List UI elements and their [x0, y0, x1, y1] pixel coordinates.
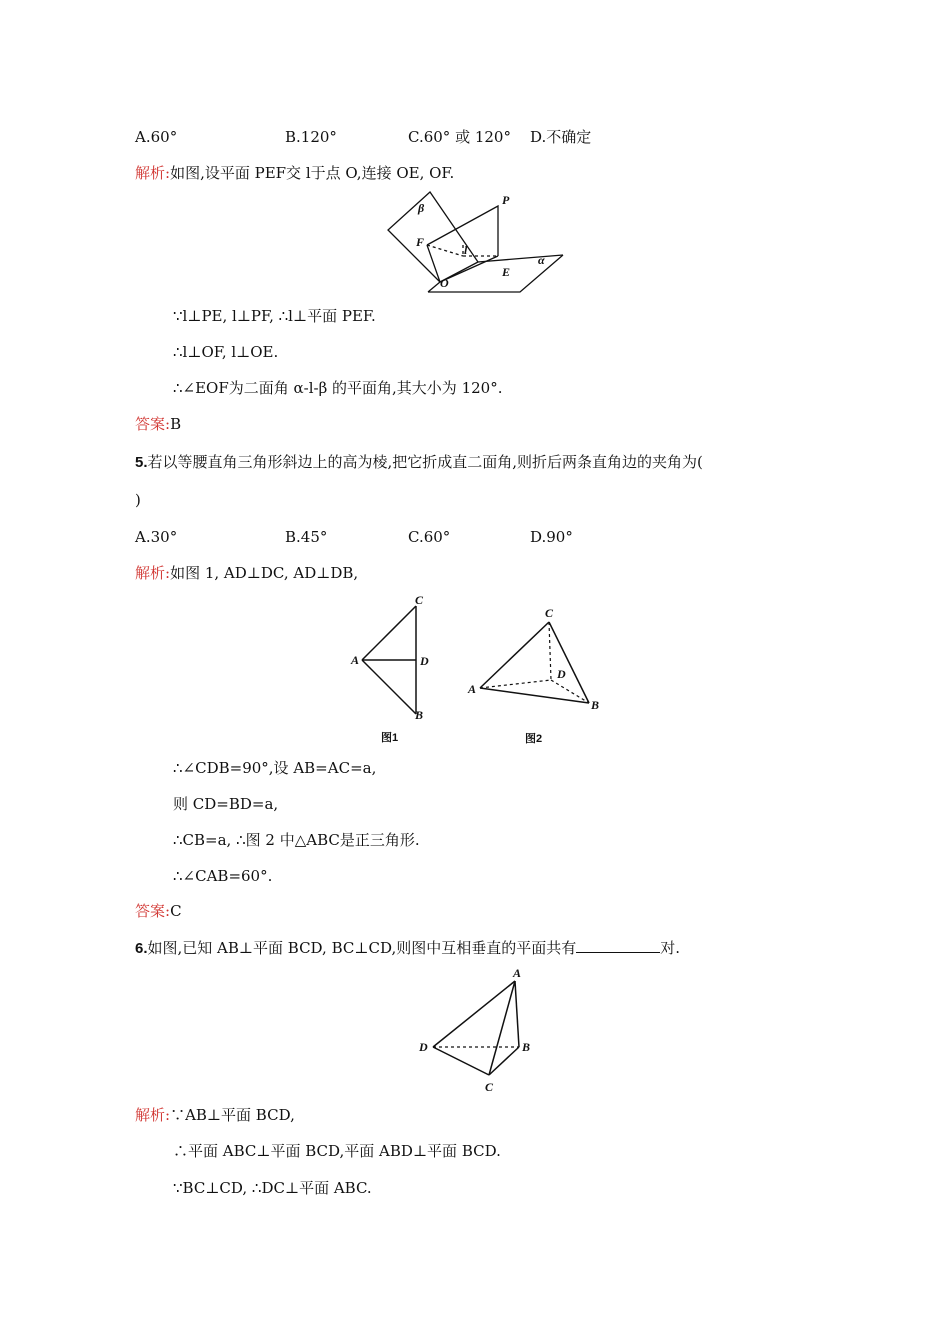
q4-option-b: B.120°: [285, 128, 337, 146]
q6-tetrahedron-figure: [415, 965, 545, 1095]
q5-option-b: B.45°: [285, 528, 328, 546]
q6-stem-after: 对.: [660, 939, 680, 957]
q4-analysis: [135, 163, 454, 183]
answer-value: B: [170, 415, 182, 433]
label-o: O: [440, 276, 449, 290]
q4-step-1: ∵l⊥PE, l⊥PF, ∴l⊥平面 PEF.: [173, 307, 376, 325]
fig1-caption: 图1: [381, 732, 399, 744]
q6-step-3: ∵BC⊥CD, ∴DC⊥平面 ABC.: [173, 1179, 372, 1197]
fig2-label-b: B: [591, 698, 600, 712]
q6-stem: [135, 938, 680, 959]
q4-option-d: D.不确定: [530, 128, 592, 146]
q4-option-c: C.60° 或 120°: [408, 128, 511, 146]
label-l: l: [464, 243, 468, 257]
fig2-label-a: A: [468, 682, 477, 696]
q5-step-4: ∴∠CAB=60°.: [173, 867, 273, 885]
fig1-label-a: A: [351, 653, 360, 667]
q5-analysis: [135, 563, 358, 583]
analysis-text: 如图,设平面 PEF交 l于点 O,连接 OE, OF.: [170, 164, 455, 182]
q4-step-2: ∴l⊥OF, l⊥OE.: [173, 343, 279, 361]
q4-step-3: ∴∠EOF为二面角 α-l-β 的平面角,其大小为 120°.: [173, 379, 503, 397]
analysis-label: 解析:: [135, 564, 171, 582]
fig2-caption: 图2: [525, 733, 543, 745]
q5-figure-2: [465, 602, 615, 752]
q5-number: 5.: [135, 454, 148, 471]
fig1-label-c: C: [415, 593, 424, 607]
label-p: P: [502, 193, 510, 207]
q5-step-2: 则 CD=BD=a,: [173, 795, 279, 813]
analysis-label: 解析:: [135, 1106, 171, 1124]
q5-stem-line1: 若以等腰直角三角形斜边上的高为棱,把它折成直二面角,则折后两条直角边的夹角为(: [147, 453, 703, 471]
fig-label-c: C: [485, 1080, 494, 1094]
label-beta: β: [418, 201, 425, 215]
label-f: F: [416, 235, 425, 249]
q5-answer: [135, 901, 182, 921]
q4-dihedral-figure: [380, 190, 580, 300]
fig1-label-d: D: [420, 654, 429, 668]
label-alpha: α: [538, 253, 545, 267]
q5-figure-1: [345, 592, 445, 752]
answer-blank: [576, 938, 660, 953]
q5-step-3: ∴CB=a, ∴图 2 中△ABC是正三角形.: [173, 831, 420, 849]
q6-number: 6.: [135, 940, 148, 957]
q5-option-c: C.60°: [408, 528, 451, 546]
q6-analysis: [135, 1105, 295, 1125]
analysis-label: 解析:: [135, 164, 171, 182]
q5-step-1: ∴∠CDB=90°,设 AB=AC=a,: [173, 759, 377, 777]
answer-value: C: [170, 902, 182, 920]
fig-label-a: A: [513, 966, 522, 980]
q4-answer: [135, 414, 181, 434]
fig1-label-b: B: [415, 708, 424, 722]
analysis-text: 如图 1, AD⊥DC, AD⊥DB,: [170, 564, 359, 582]
fig2-label-c: C: [545, 606, 554, 620]
q4-option-a: A.60°: [135, 128, 178, 146]
q6-step-1: ∵AB⊥平面 BCD,: [170, 1106, 295, 1124]
fig2-label-d: D: [557, 667, 566, 681]
q5-option-a: A.30°: [135, 528, 178, 546]
q6-step-2: ∴平面 ABC⊥平面 BCD,平面 ABD⊥平面 BCD.: [173, 1142, 501, 1160]
q5-option-d: D.90°: [530, 528, 573, 546]
q5-stem: [135, 452, 703, 473]
q6-stem-before: 如图,已知 AB⊥平面 BCD, BC⊥CD,则图中互相垂直的平面共有: [147, 939, 577, 957]
fig-label-b: B: [522, 1040, 531, 1054]
q5-stem-line2: ): [135, 491, 141, 509]
answer-label: 答案:: [135, 902, 171, 920]
label-e: E: [502, 265, 511, 279]
fig-label-d: D: [419, 1040, 428, 1054]
answer-label: 答案:: [135, 415, 171, 433]
